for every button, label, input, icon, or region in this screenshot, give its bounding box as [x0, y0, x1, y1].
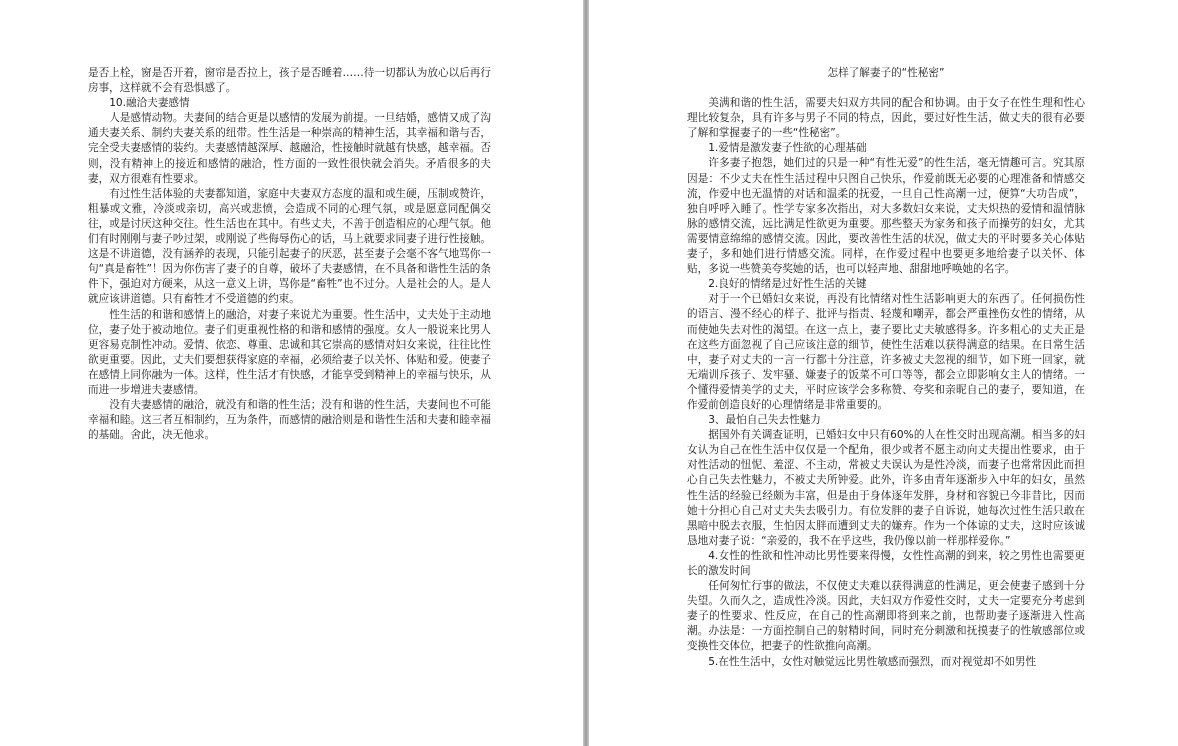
- body-paragraph: 许多妻子抱怨，她们过的只是一种“有性无爱”的性生活，毫无情趣可言。究其原因是：不少丈夫在性生活过程中只图自己快乐，作爱前既无必要的心理准备和情感交流，作爱中也无温情的对话和温柔的抚爱，一旦自己性高潮一过，便算“大功告成”，独自呼呼入睡了。性学专家多次指出，对大多数妇女来说，丈夫炽热的爱情和温情脉脉的感情交流，远比满足性欲更为重要。那些整天为家务和孩子而操劳的妇女，尤其需要情意绵绵的感情交流。因此，要改善性生活的状况，做丈夫的平时要多关心体贴妻子，多和她们进行情感交流。同样，在作爱过程中也要更多地给妻子以关怀、体贴，多说一些赞美夸奖她的话，也可以轻声地、甜甜地呼唤她的名字。: [687, 157, 1085, 276]
- section-heading: 5.在性生活中，女性对触觉远比男性敏感而强烈，而对视觉却不如男性: [708, 655, 1037, 668]
- section-heading: 3、最怕自己失去性魅力: [708, 414, 821, 427]
- chapter-title: 怎样了解妻子的“性秘密”: [827, 67, 945, 79]
- body-paragraph: 美满和谐的性生活，需要夫妇双方共同的配合和协调。由于女子在性生理和性心理比较复杂，具有许多与男子不同的特点，因此，要过好性生活，做丈夫的很有必要了解和掌握妻子的一些“性秘密”。: [687, 97, 1085, 140]
- right-page: [589, 0, 1178, 746]
- body-paragraph: 人是感情动物。夫妻间的结合更是以感情的发展为前提。一旦结婚，感情又成了沟通夫妻关系、制约夫妻关系的纽带。性生活是一种崇高的精神生活，其幸福和谐与否，完全受夫妻感情的装约。夫妻感情越深厚、越融洽，性接触时就越有快感，越幸福。否则，没有精神上的接近和感情的融洽，性方面的一致性很快就会消失。矛盾很多的夫妻，双方很难有性要求。: [88, 112, 491, 185]
- body-paragraph: 任何匆忙行事的做法，不仅使丈夫难以获得满意的性满足，更会使妻子感到十分失望。久而久之，造成性冷淡。因此，夫妇双方作爱性交时，丈夫一定要充分考虑到妻子的性要求、性反应，在自己的性高潮即将到来之前，也帮助妻子逐渐进入性高潮。办法是：一方面控制自己的射精时间，同时充分刺激和抚摸妻子的性敏感部位或变换性交体位，把妻子的性欲推向高潮。: [687, 580, 1085, 653]
- section-heading: 2.良好的情绪是过好性生活的关键: [708, 278, 867, 291]
- body-paragraph: 性生活的和谐和感情上的融洽，对妻子来说尤为重要。性生活中，丈夫处于主动地位，妻子处于被动地位。妻子们更重视性格的和谐和感情的强度。女人一般说来比男人更容易克制性冲动。爱情、依恋、尊重、忠诚和其它崇高的感情对妇女来说，往往比性欲更重要。因此，丈夫们要想获得家庭的幸福，必须给妻子以关怀、体贴和爱。使妻子在感情上同你融为一体。这样，性生活才有快感，才能享受到精神上的幸福与快乐，从而进一步增进夫妻感情。: [88, 308, 491, 396]
- body-paragraph: 据国外有关调查证明，已婚妇女中只有60%的人在性交时出现高潮。相当多的妇女认为自己在性生活中仅仅是一个配角，很少或者不愿主动向丈夫提出性要求，由于对性活动的忸怩、羞涩、不主动，常被丈夫误认为是性冷淡，而妻子也常常因此而担心自己失去性魅力，不被丈夫所钟爱。此外，许多由青年逐渐步入中年的妇女，虽然性生活的经验已经颇为丰富，但是由于身体逐年发胖，身材和容貌已今非昔比，因而她十分担心自己对丈夫失去吸引力。有位发胖的妻子自诉说，她每次过性生活只敢在黑暗中脱去衣服，生怕因太胖而遭到丈夫的嫌弃。作为一个体谅的丈夫，这时应该诚恳地对妻子说：“亲爱的，我不在乎这些，我仍像以前一样那样爱你。”: [687, 429, 1085, 547]
- left-page: [0, 0, 583, 746]
- body-paragraph: 是否上栓，窗是否开着，窗帘是否拉上，孩子是否睡着……待一切都认为放心以后再行房事，这样就不会有恐惧感了。: [88, 67, 491, 95]
- body-paragraph: 没有夫妻感情的融洽，就没有和谐的性生活；没有和谐的性生活，夫妻间也不可能幸福和睦。这三者互相制约，互为条件，而感情的融洽则是和谐性生活和夫妻和睦幸福的基础。舍此，决无他求。: [88, 399, 491, 442]
- section-heading: 10.融洽夫妻感情: [109, 97, 190, 110]
- section-heading: 4.女性的性欲和性冲动比男性要来得慢，女性性高潮的到来，较之男性也需要更长的激发时间: [687, 549, 1085, 577]
- body-paragraph: 有过性生活体验的夫妻都知道，家庭中夫妻双方态度的温和或生硬，压制或赞许，粗暴或文雅，冷淡或亲切，高兴或悲愤，会造成不同的心理气氛，或是愿意同配偶交往，或是讨厌这种交往。性生活也在其中。有些丈夫，不善于创造相应的心理气氛。他们有时刚刚与妻子吵过架，或刚说了些侮辱伤心的话，马上就要求同妻子进行性接触。这是不讲道德，没有涵养的表现，只能引起妻子的厌恶，甚至妻子会毫不客气地骂你一句“真是畜牲”！因为你伤害了妻子的自尊，破坏了夫妻感情，在不具备和谐性生活的条件下，强迫对方硬来，从这一意义上讲，骂你是“畜牲”也不过分。人是社会的人。是人就应该讲道德。只有畜牲才不受道德的约束。: [88, 187, 491, 306]
- body-paragraph: 对于一个已婚妇女来说，再没有比情绪对性生活影响更大的东西了。任何损伤性的语言、漫不经心的样子、批评与指责、轻蔑和嘲弄，都会严重挫伤女性的情绪，从而使她失去对性的渴望。在这一点上，妻子要比丈夫敏感得多。许多粗心的丈夫正是在这些方面忽视了自己应该注意的细节，使性生活难以获得满意的结果。在日常生活中，妻子对丈夫的一言一行都十分注意，许多被丈夫忽视的细节，如下班一回家，就无端训斥孩子、发牢骚、嫌妻子的饭菜不可口等等，都会立即影响女主人的情绪。一个懂得爱情美学的丈夫，平时应该学会多称赞、夸奖和亲昵自己的妻子，要知道，在作爱前创造良好的心理情绪是非常重要的。: [687, 293, 1085, 411]
- section-heading: 1.爱情是激发妻子性欲的心理基础: [708, 142, 867, 155]
